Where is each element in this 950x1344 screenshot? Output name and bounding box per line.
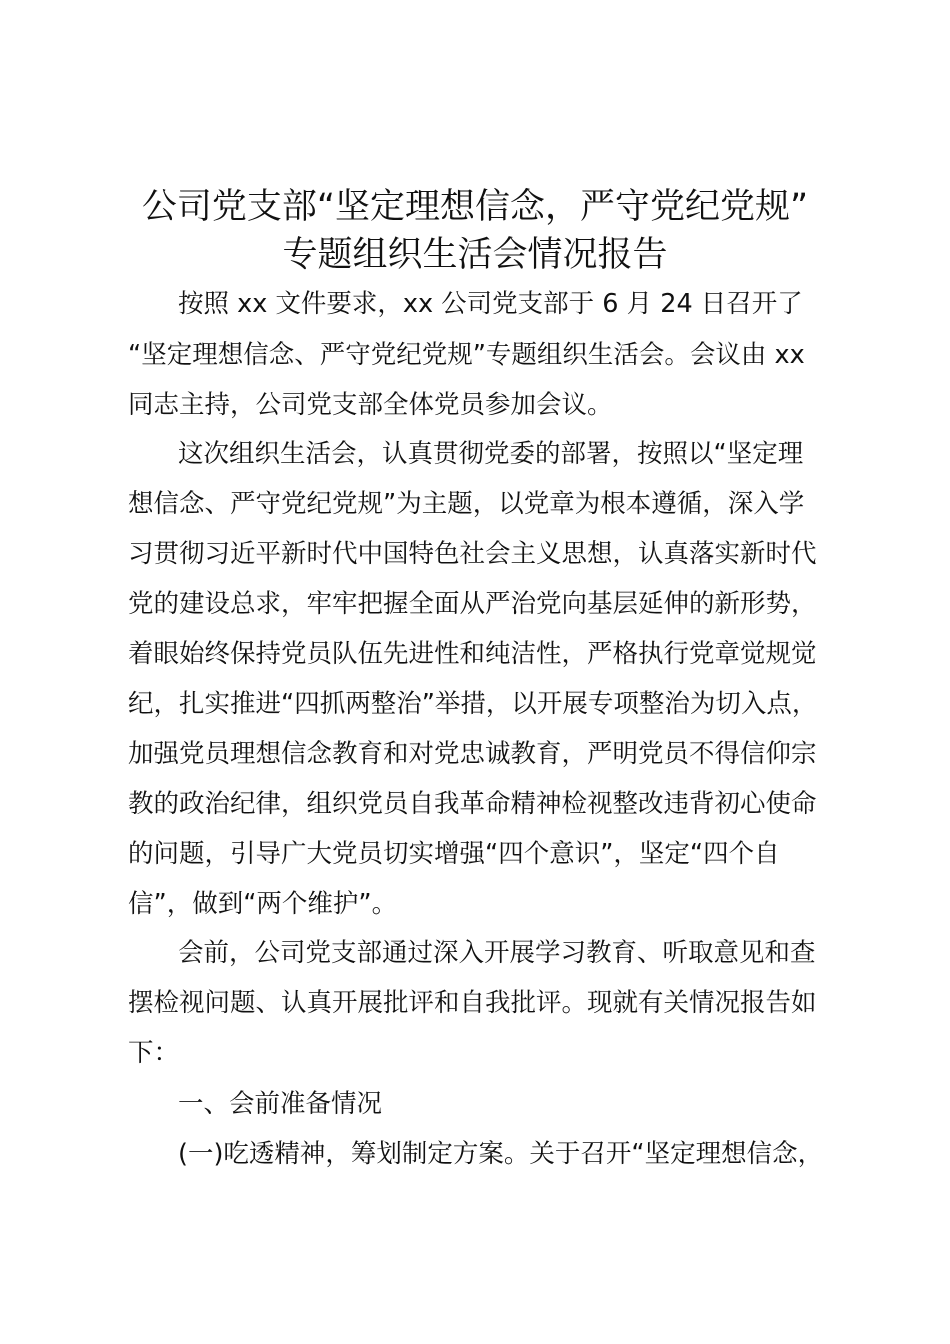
paragraph-line: 加强党员理想信念教育和对党忠诚教育，严明党员不得信仰宗 bbox=[128, 739, 817, 769]
document-title-line-2: 专题组织生活会情况报告 bbox=[282, 235, 668, 275]
paragraph-line: 按照 xx 文件要求，xx 公司党支部于 6 月 24 日召开了 bbox=[178, 289, 803, 319]
paragraph-line: 下： bbox=[128, 1038, 180, 1068]
paragraph-line: 教的政治纪律，组织党员自我革命精神检视整改违背初心使命 bbox=[128, 789, 817, 819]
document-title-line-1: 公司党支部“坚定理想信念，严守党纪党规” bbox=[141, 187, 809, 227]
paragraph-line: 党的建设总求，牢牢把握全面从严治党向基层延伸的新形势， bbox=[128, 589, 817, 619]
paragraph-line: 想信念、严守党纪党规”为主题，以党章为根本遵循，深入学 bbox=[128, 489, 805, 519]
paragraph-line: 的问题，引导广大党员切实增强“四个意识”，坚定“四个自 bbox=[128, 839, 780, 869]
paragraph-line: 同志主持，公司党支部全体党员参加会议。 bbox=[128, 390, 613, 420]
paragraph-line: 信”，做到“两个维护”。 bbox=[128, 889, 398, 919]
paragraph-line: 习贯彻习近平新时代中国特色社会主义思想，认真落实新时代 bbox=[128, 539, 817, 569]
section-heading: 一、会前准备情况 bbox=[178, 1089, 383, 1119]
subsection-heading-line: (一)吃透精神，筹划制定方案。关于召开“坚定理想信念， bbox=[178, 1139, 824, 1169]
paragraph-line: 纪，扎实推进“四抓两整治”举措，以开展专项整治为切入点， bbox=[128, 689, 818, 719]
paragraph-line: 这次组织生活会，认真贯彻党委的部署，按照以“坚定理 bbox=[178, 439, 804, 469]
paragraph-line: 会前，公司党支部通过深入开展学习教育、听取意见和查 bbox=[178, 938, 816, 968]
paragraph-line: 摆检视问题、认真开展批评和自我批评。现就有关情况报告如 bbox=[128, 988, 817, 1018]
paragraph-line: “坚定理想信念、严守党纪党规”专题组织生活会。会议由 xx bbox=[128, 340, 805, 370]
paragraph-line: 着眼始终保持党员队伍先进性和纯洁性，严格执行党章觉规觉 bbox=[128, 639, 817, 669]
